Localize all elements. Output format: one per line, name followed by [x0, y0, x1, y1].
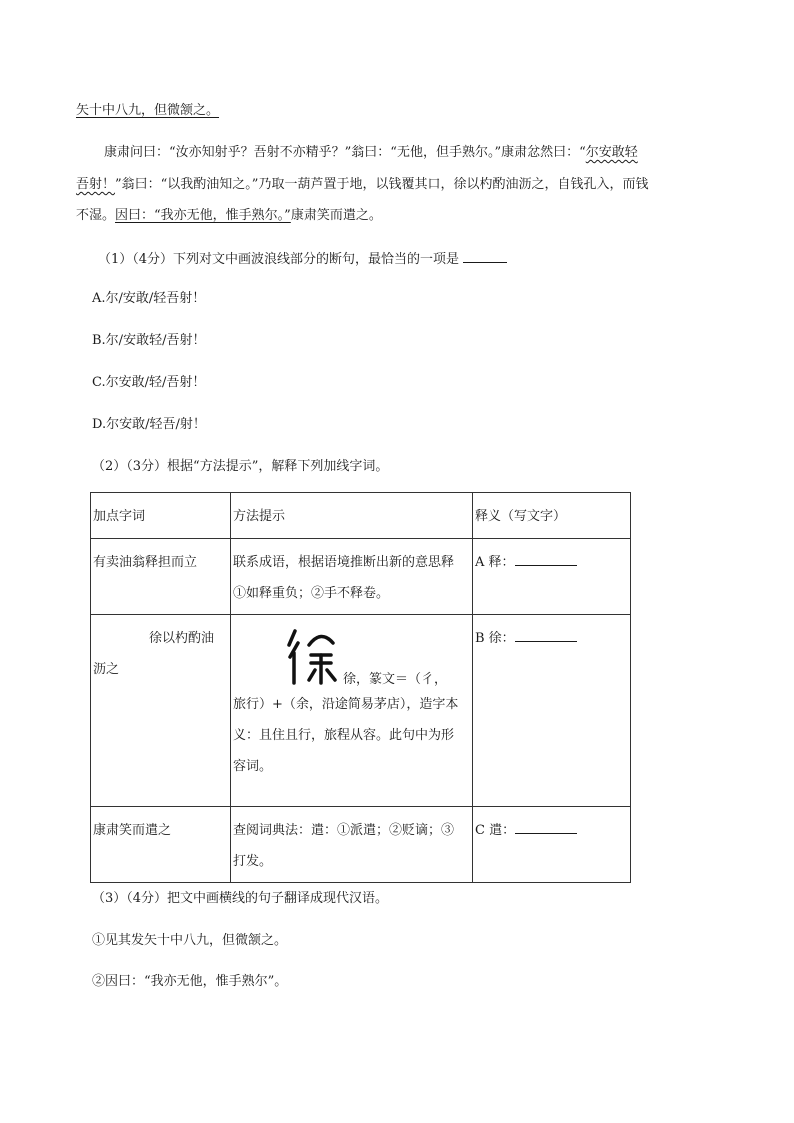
answer-cell	[473, 615, 631, 807]
header-cell: 方法提示	[231, 493, 473, 539]
table-row	[91, 615, 631, 807]
table-row	[91, 539, 631, 615]
question-2-prompt: （2）（3分）根据“方法提示”，解释下列加线字词。	[92, 459, 389, 474]
table-header-row	[91, 493, 631, 539]
option-c: C.尔安敢/轻/吾射！	[92, 375, 206, 390]
passage-line-3	[76, 176, 648, 194]
option-d: D.尔安敢/轻吾/射！	[92, 417, 206, 432]
option-a: A.尔/安敢/轻吾射！	[92, 291, 206, 306]
header-cell: 释义（写文字）	[473, 493, 631, 539]
answer-label: C 遣：	[475, 823, 516, 838]
answer-blank[interactable]	[515, 819, 577, 834]
hint-cell: 联系成语，根据语境推断出新的意思释 ①如释重负；②手不释卷。	[231, 539, 473, 615]
question-1-prompt: （1）（4分）下列对文中画波浪线部分的断句，最恰当的一项是	[98, 248, 507, 269]
word-cell: 康肃笑而遣之	[91, 807, 231, 883]
word-cell: 徐以杓酌油 沥之	[91, 615, 231, 807]
answer-cell	[473, 539, 631, 615]
question-3-item-1: ①见其发矢十中八九，但微颔之。	[92, 933, 288, 948]
answer-blank[interactable]	[515, 551, 577, 566]
wavy-underlined-text: 尔安敢轻	[585, 145, 638, 160]
answer-label: B 徐：	[475, 631, 515, 646]
answer-blank[interactable]	[463, 248, 507, 263]
passage-text: 康肃问曰：“汝亦知射乎？吾射不亦精乎？”翁曰：“无他，但手熟尔。”康肃忿然曰：“	[104, 145, 586, 160]
seal-script-character-image	[285, 623, 343, 689]
underlined-sentence: 因曰：“我亦无他，惟手熟尔。”	[115, 208, 291, 223]
method-hint-table	[90, 492, 631, 883]
header-cell: 加点字词	[91, 493, 231, 539]
passage-text: 不湿。	[76, 208, 116, 223]
passage-line-4	[76, 207, 382, 225]
word-cell: 有卖油翁释担而立	[91, 539, 231, 615]
passage-text: 康肃笑而遣之。	[290, 208, 382, 223]
table-row	[91, 807, 631, 883]
wavy-underlined-text: 吾射！	[76, 177, 116, 192]
hint-cell: 徐，篆文＝（彳， 旅行）+（余，沿途简易茅店），造字本 义：且住且行，旅程从容。此句中为形 容词。	[231, 615, 473, 807]
passage-text: ”翁曰：“以我酌油知之。”乃取一葫芦置于地，以钱覆其口，徐以杓酌油沥之，自钱孔入，而钱	[115, 177, 649, 192]
answer-blank[interactable]	[515, 627, 577, 642]
answer-label: A 释：	[475, 555, 515, 570]
question-3-item-2: ②因曰：“我亦无他，惟手熟尔”。	[92, 974, 288, 989]
option-b: B.尔/安敢轻/吾射！	[92, 333, 206, 348]
passage-line-1: 矢十中八九，但微颔之。	[76, 103, 220, 118]
passage-line-2	[104, 144, 638, 162]
hint-text: 徐，篆文＝（彳，	[343, 672, 448, 687]
hint-cell: 查阅词典法：遣：①派遣；②贬谪；③ 打发。	[231, 807, 473, 883]
answer-cell	[473, 807, 631, 883]
question-3-prompt: （3）（4分）把文中画横线的句子翻译成现代汉语。	[92, 891, 389, 906]
